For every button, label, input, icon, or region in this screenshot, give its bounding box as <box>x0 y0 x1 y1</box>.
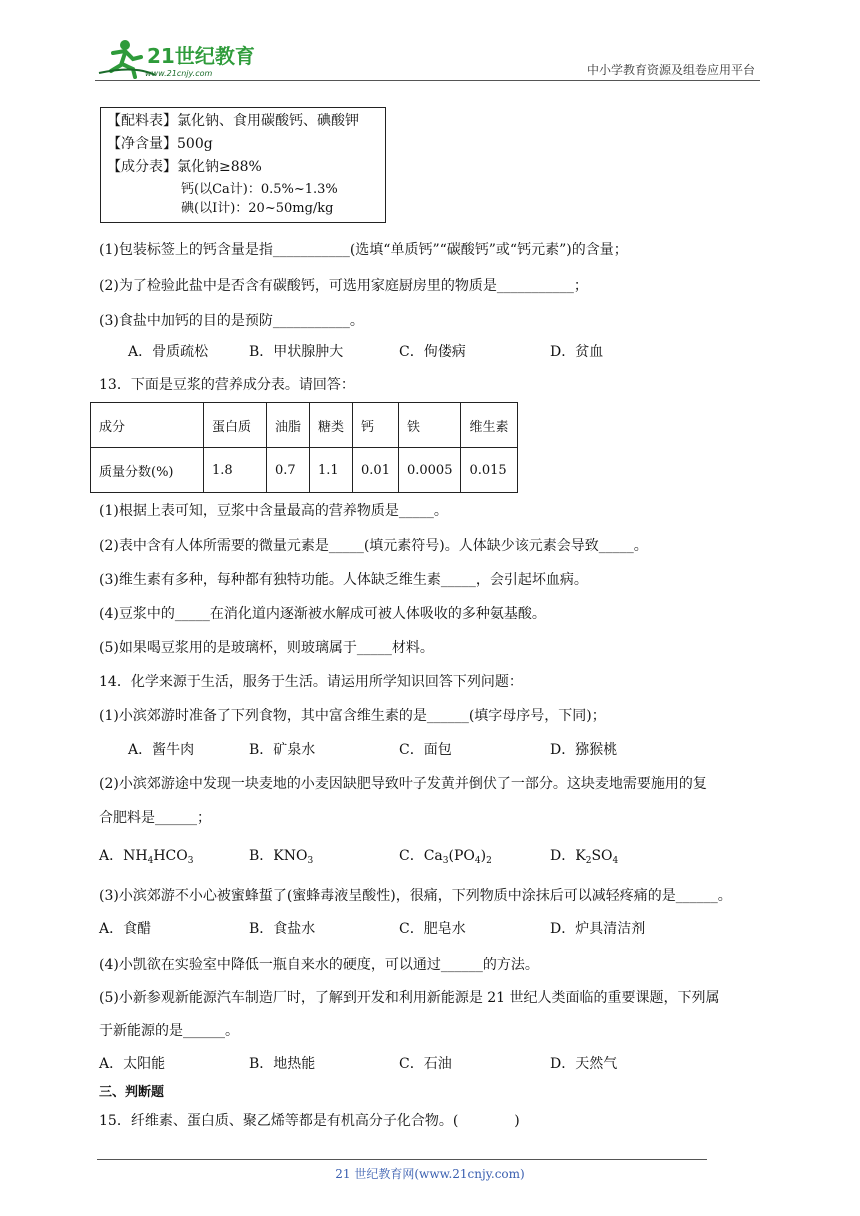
q14-part2-line1: (2)小滨郊游途中发现一块麦地的小麦因缺肥导致叶子发黄并倒伏了一部分。这块麦地需要施用的复 <box>99 776 707 792</box>
q13-part4: (4)豆浆中的_____在消化道内逐渐被水解成可被人体吸收的多种氨基酸。 <box>99 606 546 622</box>
logo-text: 21世纪教育 <box>147 44 255 68</box>
q14-p2-option-c <box>399 846 492 871</box>
q15-text: 15．纤维素、蛋白质、聚乙烯等都是有机高分子化合物。( ) <box>99 1113 520 1129</box>
table-cell: 成分 <box>91 403 204 448</box>
formula-subscript: 3 <box>187 856 194 866</box>
section-title-judgement: 三、判断题 <box>99 1085 165 1100</box>
q12-part3: (3)食盐中加钙的目的是预防___________。 <box>99 313 364 329</box>
table-cell: 钙 <box>353 403 399 448</box>
logo-url: www.21cnjy.com <box>145 69 213 78</box>
q14-p1-option-c: C．面包 <box>399 742 452 758</box>
q14-p1-option-b: B．矿泉水 <box>249 742 316 758</box>
q13-part5: (5)如果喝豆浆用的是玻璃杯，则玻璃属于_____材料。 <box>99 640 434 656</box>
q12-option-a: A．骨质疏松 <box>128 344 209 360</box>
label-calcium: 钙(以Ca计)：0.5%~1.3% <box>181 182 338 197</box>
formula-subscript: 2 <box>585 856 592 866</box>
formula-subscript: 4 <box>147 856 154 866</box>
table-cell: 0.0005 <box>398 448 461 493</box>
option-letter: C． <box>399 848 424 864</box>
q14-p5-option-d: D．天然气 <box>550 1056 618 1072</box>
table-cell: 1.8 <box>204 448 267 493</box>
footer-divider <box>97 1159 707 1160</box>
table-cell: 0.7 <box>267 448 310 493</box>
formula-subscript: 3 <box>307 856 314 866</box>
label-composition: 【成分表】氯化钠≥88% <box>107 159 262 175</box>
q13-part3: (3)维生素有多种，每种都有独特功能。人体缺乏维生素_____，会引起坏血病。 <box>99 572 588 588</box>
soymilk-nutrition-table <box>90 402 518 493</box>
table-cell: 0.01 <box>353 448 399 493</box>
formula-part: K <box>575 848 586 864</box>
table-cell: 铁 <box>398 403 461 448</box>
option-letter: D． <box>550 848 576 864</box>
header-platform-title: 中小学教育资源及组卷应用平台 <box>586 63 755 77</box>
formula-part: Ca <box>423 848 443 864</box>
q14-part5-line1: (5)小新参观新能源汽车制造厂时，了解到开发和利用新能源是 21 世纪人类面临的重要课题，下列属 <box>99 990 720 1006</box>
formula-part: ) <box>480 848 487 864</box>
q13-part1: (1)根据上表可知，豆浆中含量最高的营养物质是_____。 <box>99 503 448 519</box>
q12-part2: (2)为了检验此盐中是否含有碳酸钙，可选用家庭厨房里的物质是___________； <box>99 278 588 294</box>
q14-p3-option-d: D．炉具清洁剂 <box>550 921 646 937</box>
q14-part5-line2: 于新能源的是______。 <box>99 1023 239 1039</box>
q14-p3-option-a: A．食醋 <box>99 921 152 937</box>
header-divider <box>95 80 760 81</box>
table-cell: 1.1 <box>310 448 353 493</box>
q14-p3-option-b: B．食盐水 <box>249 921 316 937</box>
q14-p5-option-a: A．太阳能 <box>99 1056 166 1072</box>
q14-part2-line2: 合肥料是______； <box>99 810 211 826</box>
q14-p2-option-a <box>99 846 193 871</box>
formula-part: NH <box>123 848 148 864</box>
q14-stem: 14．化学来源于生活，服务于生活。请运用所学知识回答下列问题： <box>99 674 523 690</box>
q14-part1: (1)小滨郊游时准备了下列食物，其中富含维生素的是______(填字母序号，下同)； <box>99 708 606 724</box>
q14-p5-option-c: C．石油 <box>399 1056 452 1072</box>
q14-part4: (4)小凯欲在实验室中降低一瓶自来水的硬度，可以通过______的方法。 <box>99 957 539 973</box>
q14-p3-option-c: C．肥皂水 <box>399 921 466 937</box>
formula-subscript: 4 <box>474 856 481 866</box>
table-cell: 0.015 <box>461 448 517 493</box>
formula-subscript: 4 <box>612 856 619 866</box>
q14-part3: (3)小滨郊游不小心被蜜蜂蜇了(蜜蜂毒液呈酸性)，很痛，下列物质中涂抹后可以减轻疼痛的是______。 <box>99 888 732 904</box>
table-cell: 维生素 <box>461 403 517 448</box>
q13-stem: 13．下面是豆浆的营养成分表。请回答： <box>99 377 355 393</box>
q12-option-c: C．佝偻病 <box>399 344 466 360</box>
table-cell: 蛋白质 <box>204 403 267 448</box>
label-net-content: 【净含量】500g <box>107 136 213 152</box>
q12-part1: (1)包装标签上的钙含量是指___________(选填“单质钙”“碳酸钙”或“钙元素”)的含量； <box>99 242 628 258</box>
table-row <box>91 448 518 493</box>
q14-p5-option-b: B．地热能 <box>249 1056 316 1072</box>
q14-p1-option-d: D．猕猴桃 <box>550 742 618 758</box>
table-cell: 油脂 <box>267 403 310 448</box>
formula-part: HCO <box>153 848 188 864</box>
footer-site: 21 世纪教育网(www.21cnjy.com) <box>335 1167 525 1181</box>
q12-option-b: B．甲状腺肿大 <box>249 344 344 360</box>
q13-part2: (2)表中含有人体所需要的微量元素是_____(填元素符号)。人体缺少该元素会导致_____。 <box>99 538 648 554</box>
q14-p1-option-a: A．酱牛肉 <box>128 742 195 758</box>
formula-part: KNO <box>273 848 308 864</box>
q14-p2-option-d <box>550 846 618 871</box>
formula-subscript: 2 <box>486 856 492 866</box>
q12-option-d: D．贫血 <box>550 344 604 360</box>
q14-p2-option-b <box>249 846 313 871</box>
option-letter: B． <box>249 848 274 864</box>
table-cell: 糖类 <box>310 403 353 448</box>
table-row <box>91 403 518 448</box>
formula-subscript: 3 <box>442 856 449 866</box>
formula-part: (PO <box>448 848 475 864</box>
table-cell: 质量分数(%) <box>91 448 204 493</box>
salt-package-label <box>100 107 386 223</box>
formula-part: SO <box>591 848 613 864</box>
label-ingredients: 【配料表】氯化钠、食用碳酸钙、碘酸钾 <box>107 113 359 129</box>
option-letter: A． <box>99 848 124 864</box>
site-logo <box>95 35 265 81</box>
runner-logo-icon <box>95 35 265 81</box>
label-iodine: 碘(以I计)：20~50mg/kg <box>181 201 334 216</box>
